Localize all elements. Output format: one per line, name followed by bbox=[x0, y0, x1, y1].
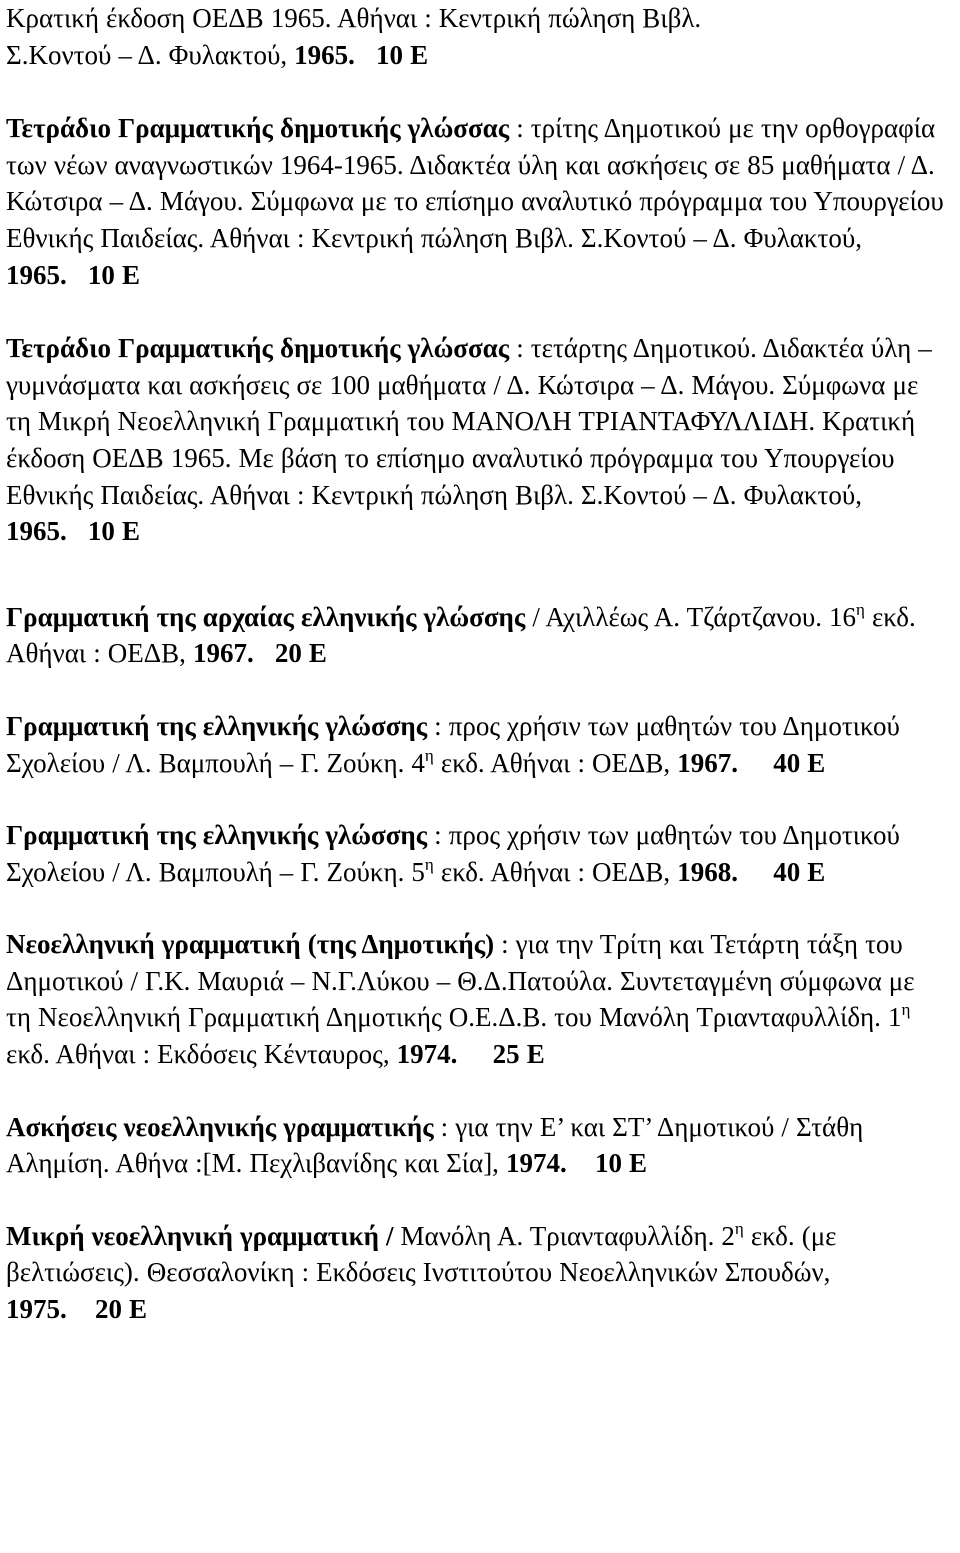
entry-text: εκδ. (με βελτιώσεις). Θεσσαλονίκη : Εκδόσεις Ινστιτούτου Νεοελληνικών Σπουδών, bbox=[6, 1220, 837, 1288]
entry-price: 40 Ε bbox=[773, 856, 826, 887]
entry-text: Μανόλη Α. Τριανταφυλλίδη. 2 bbox=[393, 1220, 735, 1251]
entry-text: εκδ. Αθήναι : Εκδόσεις Κένταυρος, bbox=[6, 1039, 397, 1070]
entry-year: 1967. bbox=[192, 638, 254, 669]
entry-text: : για την Τρίτη και Τετάρτη τάξη του Δημοτικού / Γ.Κ. Μαυριά – Ν.Γ.Λύκου – Θ.Δ.Πατούλα. Συντεταγμένη σύμφωνα με τη Νεοελληνική Γραμματική Δημοτικής Ο.Ε.Δ.Β. του Μανόλη Τριανταφυλλίδη. 1 bbox=[6, 929, 915, 1033]
catalogue-entry-9 bbox=[6, 1218, 946, 1328]
entry-year: 1975. bbox=[6, 1294, 67, 1325]
entry-year: 1974. bbox=[505, 1148, 567, 1179]
catalogue-entry-7 bbox=[6, 926, 946, 1072]
entry-price: 20 Ε bbox=[94, 1294, 148, 1325]
entry-year: 1967. bbox=[677, 747, 738, 778]
entry-title: Νεοελληνική γραμματική (της bbox=[6, 929, 362, 960]
entry-title: Τετράδιο Γραμματικής δημοτικής γλώσσας bbox=[6, 113, 510, 144]
catalogue-entry-5 bbox=[6, 708, 946, 781]
entry-title: Τετράδιο Γραμματικής δημοτικής γλώσσας bbox=[6, 333, 510, 364]
entry-text: εκδ. Αθήναι : ΟΕΔΒ, bbox=[433, 747, 678, 778]
catalogue-entry-1 bbox=[6, 0, 946, 73]
edition-superscript: η bbox=[901, 1000, 911, 1020]
entry-price: 25 Ε bbox=[492, 1039, 545, 1070]
entry-year: 1968. bbox=[677, 856, 738, 887]
entry-year: 1965. bbox=[294, 39, 355, 70]
catalogue-entry-4 bbox=[6, 599, 946, 672]
edition-superscript: η bbox=[856, 599, 865, 619]
entry-text: : για την Ε’ και ΣΤ’ Δημοτικού / Στάθη Αλημίση. Αθήνα :[Μ. Πεχλιβανίδης και Σία], bbox=[6, 1111, 864, 1179]
catalogue-entry-2 bbox=[6, 110, 946, 293]
entry-title: Γραμματική της ελληνικής γλώσσης bbox=[6, 820, 428, 851]
edition-superscript: η bbox=[424, 854, 434, 874]
edition-superscript: η bbox=[734, 1218, 744, 1238]
entry-text: : τετάρτης Δημοτικού. Διδακτέα ύλη – γυμνάσματα και ασκήσεις σε 100 μαθήματα / Δ. Κώτσιρα – Δ. Μάγου. Σύμφωνα με τη Μικρή Νεοελληνική Γραμματική του ΜΑΝΟΛΗ ΤΡΙΑΝΤΑΦΥΛΛΙΔΗ. Κρατική έκδοση ΟΕΔΒ 1965. Με βάση το επίσημο αναλυτικό πρόγραμμα του Υπουργείου Εθνικής Παιδείας. Αθήναι : Κεντρική πώληση Βιβλ. Σ.Κοντού – Δ. Φυλακτού, bbox=[6, 333, 932, 510]
entry-text: Κρατική έκδοση ΟΕΔΒ 1965. Αθήναι : Κεντρική πώληση Βιβλ. bbox=[6, 3, 702, 33]
entry-price: 10 Ε bbox=[87, 516, 140, 547]
entry-text: εκδ. Αθήναι : ΟΕΔΒ, bbox=[6, 601, 916, 669]
entry-title: Γραμματική της αρχαίας ελληνικής γλώσσης bbox=[6, 601, 526, 632]
entry-title: Μικρή νεοελληνική γραμματική / bbox=[6, 1220, 394, 1251]
catalogue-entry-8 bbox=[6, 1109, 946, 1182]
catalogue-entry-3 bbox=[6, 330, 946, 550]
entry-price: 20 Ε bbox=[274, 638, 327, 669]
entry-year: 1965. bbox=[6, 259, 67, 290]
entry-price: 40 Ε bbox=[773, 747, 826, 778]
entry-text: : προς χρήσιν των μαθητών του Δημοτικού Σχολείου / Λ. Βαμπουλή – Γ. Ζούκη. 4 bbox=[6, 710, 900, 778]
entry-title: Γραμματική της ελληνικής γλώσσης bbox=[6, 710, 428, 741]
entry-price: 10 Ε bbox=[87, 259, 140, 290]
entry-text: : προς χρήσιν των μαθητών του Δημοτικού Σχολείου / Λ. Βαμπουλή – Γ. Ζούκη. 5 bbox=[6, 820, 900, 887]
catalogue-entry-6 bbox=[6, 817, 946, 890]
entry-title: Δημοτικής) bbox=[361, 929, 495, 960]
entry-title: Ασκήσεις νεοελληνικής γραμματικής bbox=[6, 1111, 434, 1142]
entry-year: 1965. bbox=[6, 516, 67, 547]
entry-year: 1974. bbox=[396, 1039, 458, 1070]
entry-text: / Αχιλλέως Α. Τζάρτζανου. 16 bbox=[525, 601, 857, 632]
entry-text: εκδ. Αθήναι : ΟΕΔΒ, bbox=[433, 856, 678, 887]
entry-price: 10 Ε bbox=[376, 39, 429, 70]
entry-text: Σ.Κοντού – Δ. Φυλακτού, bbox=[6, 39, 295, 70]
entry-price: 10 Ε bbox=[594, 1148, 647, 1179]
edition-superscript: η bbox=[424, 745, 434, 765]
entry-text: : τρίτης Δημοτικού με την ορθογραφία των νέων αναγνωστικών 1964-1965. Διδακτέα ύλη και ασκήσεις σε 85 μαθήματα / Δ. Κώτσιρα – Δ. Μάγου. Σύμφωνα με το επίσημο αναλυτικό πρόγραμμα του Υπουργείου Εθνικής Παιδείας. Αθήναι : Κεντρική πώληση Βιβλ. Σ.Κοντού – Δ. Φυλακτού, bbox=[6, 113, 944, 253]
